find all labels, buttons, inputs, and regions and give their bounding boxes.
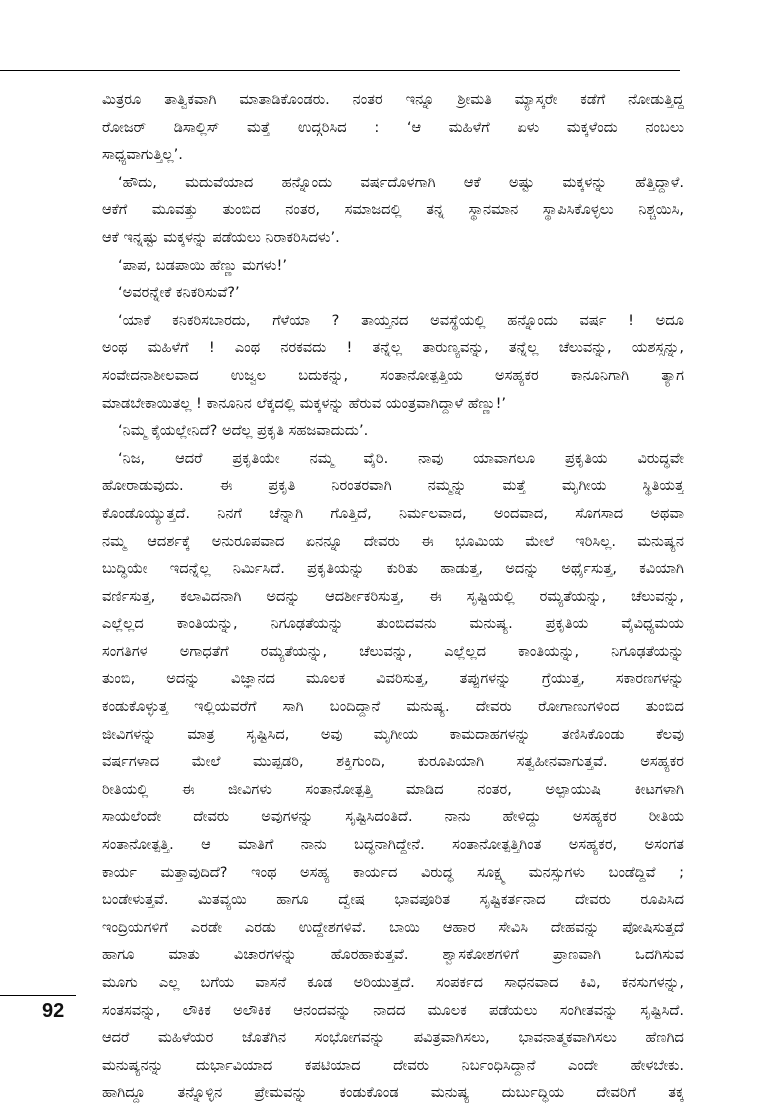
text-line: ರೋಜರ್ ಡಿಸಾಲ್ಲಿಸ್ ಮತ್ತೆ ಉದ್ಗರಿಸಿದ : ‘ಆ ಮಹಿಳೆಗೆ ಏಳು ಮಕ್ಕಳೆಂದು ನಂಬಲು (102, 118, 684, 136)
text-line: ಹಾಗೂ ಮಾತು ವಿಚಾರಗಳನ್ನು ಹೊರಹಾಕುತ್ತವೆ. ಶ್ವಾಸಕೋಶಗಳಿಗೆ ಪ್ರಾಣವಾಗಿ ಒದಗಿಸುವ (102, 946, 684, 964)
text-line: ಹಾಗಿದ್ದೂ ತನ್ನೊಳ್ಳಿನ ಪ್ರೇಮವನ್ನು ಕಂಡುಕೊಂಡ ಮನುಷ್ಯ ದುರ್ಬುದ್ಧಿಯ ದೇವರಿಗೆ ತಕ್ಕ (102, 1084, 684, 1102)
text-line: ಮಾಡಬೇಕಾಯಿತಲ್ಲ ! ಕಾನೂನಿನ ಲೆಕ್ಕದಲ್ಲಿ ಮಕ್ಕಳನ್ನು ಹೆರುವ ಯಂತ್ರವಾಗಿದ್ದಾಳೆ ಹೆಣ್ಣು!’ (102, 394, 507, 412)
text-line: ಸಾಯಲೆಂದೇ ದೇವರು ಅವುಗಳನ್ನು ಸೃಷ್ಟಿಸಿದಂತಿದೆ. ನಾನು ಹೇಳಿದ್ದು ಅಸಹ್ಯಕರ ರೀತಿಯ (102, 808, 684, 826)
text-line: ಸಂತಾನೋತ್ಪತ್ತಿ. ಆ ಮಾತಿಗೆ ನಾನು ಬದ್ಧನಾಗಿದ್ದೇನೆ. ಸಂತಾನೋತ್ಪತ್ತಿಗಿಂತ ಅಸಹ್ಯಕರ, ಅಸಂಗತ (102, 836, 684, 854)
footer-rule (0, 995, 76, 996)
page-number: 92 (42, 1000, 65, 1022)
text-line: ಬುದ್ಧಿಯೇ ಇದನ್ನೆಲ್ಲ ನಿರ್ಮಿಸಿದೆ. ಪ್ರಕೃತಿಯನ್ನು ಕುರಿತು ಹಾಡುತ್ತ, ಅದನ್ನು ಅರ್ಥೈಸುತ್ತ, ಕವಿಯಾಗಿ (102, 560, 684, 578)
text-line: ಸಂವೇದನಾಶೀಲವಾದ ಉಜ್ವಲ ಬದುಕನ್ನು, ಸಂತಾನೋತ್ಪತ್ತಿಯ ಅಸಹ್ಯಕರ ಕಾನೂನಿಗಾಗಿ ತ್ಯಾಗ (102, 366, 684, 384)
text-line: ‘ಯಾಕೆ ಕನಿಕರಿಸಬಾರದು, ಗೆಳೆಯಾ ? ತಾಯ್ತನದ ಅವಸ್ಥೆಯಲ್ಲಿ ಹನ್ನೊಂದು ವರ್ಷ ! ಅದೂ (118, 311, 684, 329)
text-line: ಮಿತ್ರರೂ ತಾತ್ವಿಕವಾಗಿ ಮಾತಾಡಿಕೊಂಡರು. ನಂತರ ಇನ್ನೂ ಶ್ರೀಮತಿ ಮ್ಯಾಸ್ಕರೇ ಕಡೆಗೆ ನೋಡುತ್ತಿದ್ದ (102, 91, 684, 108)
text-line: ಆಕೆಗೆ ಮೂವತ್ತು ತುಂಬಿದ ನಂತರ, ಸಮಾಜದಲ್ಲಿ ತನ್ನ ಸ್ಥಾನಮಾನ ಸ್ಥಾಪಿಸಿಕೊಳ್ಳಲು ನಿಶ್ಚಯಿಸಿ, (102, 201, 684, 219)
text-line: ‘ನಿಮ್ಮ ಕೈಯಲ್ಲೇನಿದೆ? ಅದೆಲ್ಲ ಪ್ರಕೃತಿ ಸಹಜವಾದುದು’. (118, 422, 369, 440)
text-line: ಸಂತಸವನ್ನು, ಲೌಕಿಕ ಅಲೌಕಿಕ ಆನಂದವನ್ನು ನಾದದ ಮೂಲಕ ಪಡೆಯಲು ಸಂಗೀತವನ್ನು ಸೃಷ್ಟಿಸಿದೆ. (102, 1001, 684, 1019)
text-line: ಅಂಥ ಮಹಿಳೆಗೆ ! ಎಂಥ ನರಕವದು ! ತನ್ನೆಲ್ಲ ತಾರುಣ್ಯವನ್ನು, ತನ್ನೆಲ್ಲ ಚೆಲುವನ್ನು, ಯಶಸ್ಸನ್ನು, (102, 339, 684, 357)
text-line: ರೀತಿಯಲ್ಲಿ ಈ ಜೀವಿಗಳು ಸಂತಾನೋತ್ಪತ್ತಿ ಮಾಡಿದ ನಂತರ, ಅಲ್ಪಾಯುಷಿ ಕೀಟಗಳಾಗಿ (102, 780, 684, 798)
text-line: ಹೋರಾಡುವುದು. ಈ ಪ್ರಕೃತಿ ನಿರಂತರವಾಗಿ ನಮ್ಮನ್ನು ಮತ್ತೆ ಮೃಗೀಯ ಸ್ಥಿತಿಯತ್ತ (102, 477, 684, 495)
text-line: ವರ್ಣಿಸುತ್ತ, ಕಲಾವಿದನಾಗಿ ಅದನ್ನು ಆದರ್ಶೀಕರಿಸುತ್ತ, ಈ ಸೃಷ್ಟಿಯಲ್ಲಿ ರಮ್ಯತೆಯನ್ನು, ಚೆಲುವನ್ನು, (102, 587, 684, 605)
text-line: ತುಂಬಿ, ಅದನ್ನು ವಿಜ್ಞಾನದ ಮೂಲಕ ವಿವರಿಸುತ್ತ, ತಪ್ಪುಗಳನ್ನು ಗ್ರೆಯುತ್ತ, ಸಕಾರಣಗಳನ್ನು (102, 670, 684, 688)
text-line: ಸಂಗತಿಗಳ ಅಗಾಧತೆಗೆ ರಮ್ಯತೆಯನ್ನು, ಚೆಲುವನ್ನು, ಎಲ್ಲೆಲ್ಲದ ಕಾಂತಿಯನ್ನು, ನಿಗೂಢತೆಯನ್ನು (102, 642, 684, 660)
text-line: ‘ಹೌದು, ಮದುವೆಯಾದ ಹನ್ನೊಂದು ವರ್ಷದೊಳಗಾಗಿ ಆಕೆ ಅಷ್ಟು ಮಕ್ಕಳನ್ನು ಹೆತ್ತಿದ್ದಾಳೆ. (118, 173, 684, 191)
text-line: ಮನುಷ್ಯನನ್ನು ದುರ್ಭಾವಿಯಾದ ಕಪಟಿಯಾದ ದೇವರು ನಿರ್ಬಂಧಿಸಿದ್ದಾನೆ ಎಂದೇ ಹೇಳಬೇಕು. (102, 1056, 684, 1074)
text-line: ಇಂದ್ರಿಯಗಳಿಗೆ ಎರಡೇ ಎರಡು ಉದ್ದೇಶಗಳಿವೆ. ಬಾಯಿ ಆಹಾರ ಸೇವಿಸಿ ದೇಹವನ್ನು ಪೋಷಿಸುತ್ತದೆ (102, 918, 684, 936)
text-line: ‘ಅವರನ್ನೇಕೆ ಕನಿಕರಿಸುವೆ?’ (118, 284, 240, 302)
text-line: ಆದರೆ ಮಹಿಳೆಯರ ಜೊತೆಗಿನ ಸಂಭೋಗವನ್ನು ಪವಿತ್ರವಾಗಿಸಲು, ಭಾವನಾತ್ಮಕವಾಗಿಸಲು ಹೆಣಗಿದ (102, 1029, 684, 1047)
text-line: ಆಕೆ ಇನ್ನಷ್ಟು ಮಕ್ಕಳನ್ನು ಪಡೆಯಲು ನಿರಾಕರಿಸಿದಳು’. (102, 228, 340, 246)
text-line: ನಮ್ಮ ಆದರ್ಶಕ್ಕೆ ಅನುರೂಪವಾದ ಏನನ್ನೂ ದೇವರು ಈ ಭೂಮಿಯ ಮೇಲೆ ಇರಿಸಿಲ್ಲ. ಮನುಷ್ಯನ (102, 532, 684, 550)
text-line: ಎಲ್ಲೆಲ್ಲದ ಕಾಂತಿಯನ್ನು, ನಿಗೂಢತೆಯನ್ನು ತುಂಬಿದವನು ಮನುಷ್ಯ. ಪ್ರಕೃತಿಯ ವೈವಿಧ್ಯಮಯ (102, 615, 684, 633)
text-line: ‘ಪಾಪ, ಬಡಪಾಯಿ ಹೆಣ್ಣು ಮಗಳು!’ (118, 256, 287, 274)
text-line: ಕಾರ್ಯ ಮತ್ತಾವುದಿದೆ? ಇಂಥ ಅಸಹ್ಯ ಕಾರ್ಯದ ವಿರುದ್ಧ ಸೂಕ್ಷ್ಮ ಮನಸ್ಸುಗಳು ಬಂಡೆದ್ದಿವೆ ; (102, 863, 684, 881)
text-line: ವರ್ಷಗಳಾದ ಮೇಲೆ ಮುಪ್ಪಡರಿ, ಶಕ್ತಿಗುಂದಿ, ಕುರೂಪಿಯಾಗಿ ಸತ್ವಹೀನವಾಗುತ್ತವೆ. ಅಸಹ್ಯಕರ (102, 753, 684, 771)
text-line: ‘ನಿಜ, ಆದರೆ ಪ್ರಕೃತಿಯೇ ನಮ್ಮ ವೈರಿ. ನಾವು ಯಾವಾಗಲೂ ಪ್ರಕೃತಿಯ ವಿರುದ್ಧವೇ (118, 449, 684, 467)
top-rule (0, 70, 680, 71)
text-line: ಕಂಡುಕೊಳ್ಳುತ್ತ ಇಲ್ಲಿಯವರೆಗೆ ಸಾಗಿ ಬಂದಿದ್ದಾನೆ ಮನುಷ್ಯ. ದೇವರು ರೋಗಾಣುಗಳಿಂದ ತುಂಬಿದ (102, 698, 684, 716)
text-line: ಸಾಧ್ಯವಾಗುತ್ತಿಲ್ಲ’. (102, 146, 183, 164)
text-line: ಕೊಂಡೊಯ್ಯುತ್ತದೆ. ನಿನಗೆ ಚೆನ್ನಾಗಿ ಗೊತ್ತಿದೆ, ನಿರ್ಮಲವಾದ, ಅಂದವಾದ, ಸೊಗಸಾದ ಅಥವಾ (102, 504, 684, 522)
body-text (102, 86, 684, 1107)
text-line: ಬಂಡೇಳುತ್ತವೆ. ಮಿತವ್ಯಯಿ ಹಾಗೂ ದ್ವೇಷ ಭಾವಪೂರಿತ ಸೃಷ್ಟಿಕರ್ತನಾದ ದೇವರು ರೂಪಿಸಿದ (102, 891, 684, 909)
text-line: ಮೂಗು ಎಲ್ಲ ಬಗೆಯ ವಾಸನೆ ಕೂಡ ಅರಿಯುತ್ತದೆ. ಸಂಪರ್ಕದ ಸಾಧನವಾದ ಕಿವಿ, ಕನಸುಗಳನ್ನು, (102, 974, 684, 991)
text-line: ಜೀವಿಗಳನ್ನು ಮಾತ್ರ ಸೃಷ್ಟಿಸಿದ, ಅವು ಮೃಗೀಯ ಕಾಮದಾಹಗಳನ್ನು ತಣಿಸಿಕೊಂಡು ಕೆಲವು (102, 725, 684, 743)
